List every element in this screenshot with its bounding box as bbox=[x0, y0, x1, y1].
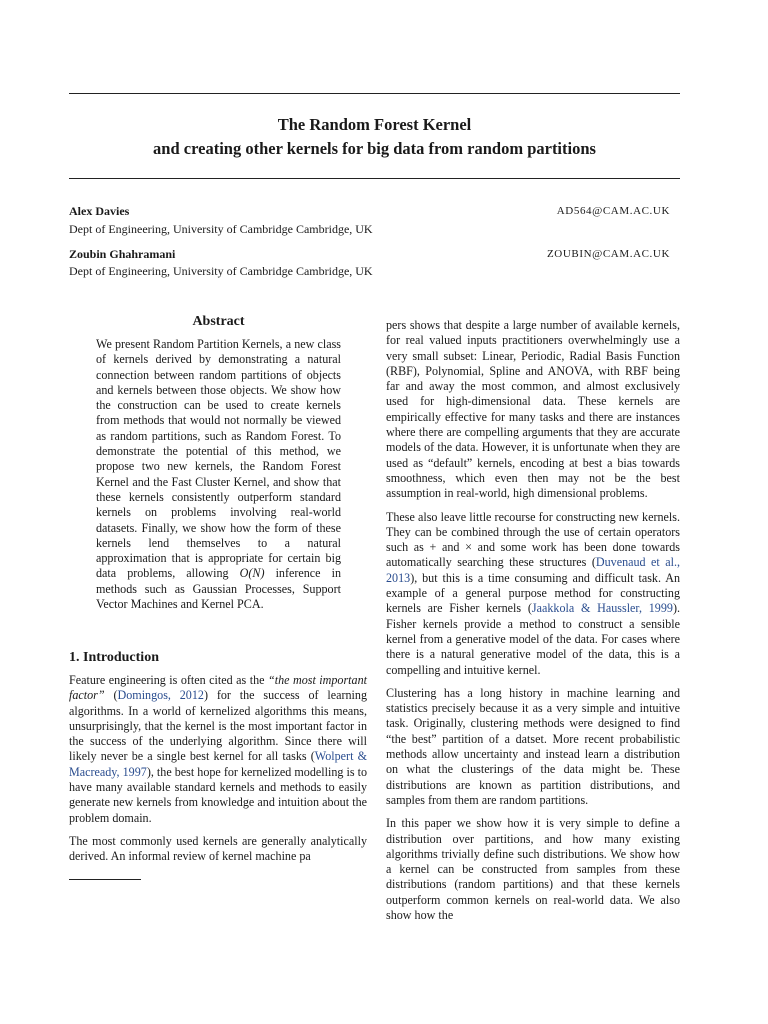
paragraph: pers shows that despite a large number of available kernels, for real valued inputs practitioners overwhelmingly use a very small subset: Linear, Periodic, Radial Basis Function (RBF), Polynomial, Spline and ANOVA, with RBF being far and away the most common, and almost exclusively used for high-dimensional data. These kernels are empirically effective for many tasks and there are instances where there are compelling arguments that they are accurate models of the data. However, it is unfortunate when they are used as “default” kernels, encoding at best a bias towards smoothness, which even then may not be the best assumption in real-world, high dimensional problems. bbox=[386, 318, 680, 501]
paragraph: Clustering has a long history in machine learning and statistics precisely because it as a very simple and intuitive task. Originally, clustering methods were designed to find “the best” partition of a datset. More recent probabilistic methods allow uncertainty and instead learn a distribution on what the clusterings of the data might be. These distributions are known as partition distributions, and samples from them are random partitions. bbox=[386, 685, 680, 807]
intro-text: Feature engineering is often cited as the bbox=[69, 673, 268, 687]
title-bottom-rule bbox=[69, 178, 680, 179]
citation-link[interactable]: Domingos, 2012 bbox=[117, 688, 204, 703]
citation-link[interactable]: Duvenaud et al., 2013 bbox=[386, 555, 680, 585]
author-email: AD564@CAM.AC.UK bbox=[556, 205, 670, 217]
abstract-body bbox=[96, 337, 341, 620]
introduction-heading: 1. Introduction bbox=[69, 650, 159, 665]
footnote-rule bbox=[69, 879, 141, 880]
paragraph-text: These also leave little recourse for constructing new kernels. They can be combined through the use of certain operators such as bbox=[386, 509, 680, 555]
author-name: Zoubin Ghahramani bbox=[69, 247, 176, 261]
author-affiliation: Dept of Engineering, University of Cambridge Cambridge, UK bbox=[69, 222, 373, 236]
intro-text: ), the best hope for kernelized modelling is to have many available standard kernels and methods to easily generate new kernels from knowledge and intuition about the problem domain. bbox=[69, 764, 368, 825]
left-column-body: Feature engineering is often cited as the “the most important factor” (Domingos, 2012) for the success of learning algorithms. In a world of kernelized algorithms this means, unsurprisingly, that the kernel is the most important factor in the success of the underlying algorithm. Since there will likely never be a single best kernel for all tasks (Wolpert & Macready, 1997), the best hope for kernelized modelling is to have many available standard kernels and methods to easily generate new kernels from knowledge and intuition about the problem domain. The most commonly used kernels are generally analytically derived. An informal review of kernel machine pa bbox=[69, 673, 368, 864]
author-email: ZOUBIN@CAM.AC.UK bbox=[546, 248, 670, 260]
paper-title-line-1: The Random Forest Kernel bbox=[277, 115, 472, 134]
paragraph-text: ). Fisher kernels provide a method to construct a sensible kernel from a generative model of the data. For cases where there is a natural generative model of the data, this is a compelling and intuitive kernel. bbox=[386, 601, 680, 677]
paper-title-line-2: and creating other kernels for big data from random partitions bbox=[153, 139, 596, 158]
big-o-math: O(N) bbox=[239, 566, 265, 581]
citation-link[interactable]: Wolpert & Macready, 1997 bbox=[69, 749, 368, 779]
citation-link[interactable]: Jaakkola & Haussler, 1999 bbox=[531, 601, 673, 616]
author-name: Alex Davies bbox=[69, 204, 130, 218]
intro-paragraph: The most commonly used kernels are generally analytically derived. An informal review of kernel machine pa bbox=[69, 833, 367, 864]
abstract-heading: Abstract bbox=[192, 314, 245, 329]
paragraph-text: and some work has been done towards automatically searching these structures ( bbox=[386, 540, 680, 570]
abstract-text: We present Random Partition Kernels, a new class of kernels derived by demonstrating a natural connection between random partitions of objects and kernels between those objects. We show how the construction can be used to create kernels from methods that would not normally be viewed as random partitions, such as Random Forest. To demonstrate the potential of this method, we propose two new kernels, the Random Forest Kernel and the Fast Cluster Kernel, and show that these kernels consistently outperform standard kernels on problems involving real-world datasets. Finally, we show how the form of these kernels lend themselves to a natural approximation that is appropriate for certain big data problems, allowing bbox=[96, 337, 341, 581]
quote: “the most important factor” bbox=[69, 673, 367, 703]
abstract-text: inference in methods such as Gaussian Processes, Support Vector Machines and Kernel PCA. bbox=[96, 566, 341, 612]
paragraph-text: and bbox=[436, 540, 466, 555]
paragraph-text: ), but this is a time consuming and difficult task. An example of a general purpose method for constructing kernels are Fisher kernels ( bbox=[386, 570, 680, 616]
author-affiliation: Dept of Engineering, University of Cambridge Cambridge, UK bbox=[69, 264, 373, 278]
times-symbol: × bbox=[465, 540, 472, 555]
paragraph: In this paper we show how it is very simple to define a distribution over partitions, and how many existing algorithms trivially define such distributions. We show how a kernel can be constructed from samples from these distributions (random partitions) and that these kernels outperform common kernels on real-world data. We also show how the bbox=[386, 816, 680, 922]
plus-symbol: + bbox=[429, 540, 437, 555]
right-column-body bbox=[386, 318, 680, 931]
top-rule bbox=[69, 93, 680, 94]
intro-text: for the success of learning algorithms. In a world of kernelized algorithms this means, unsurprisingly, that the kernel is the most important factor in the success of the underlying algorithm. Since there will likely never be a single best kernel for all tasks ( bbox=[69, 688, 367, 764]
